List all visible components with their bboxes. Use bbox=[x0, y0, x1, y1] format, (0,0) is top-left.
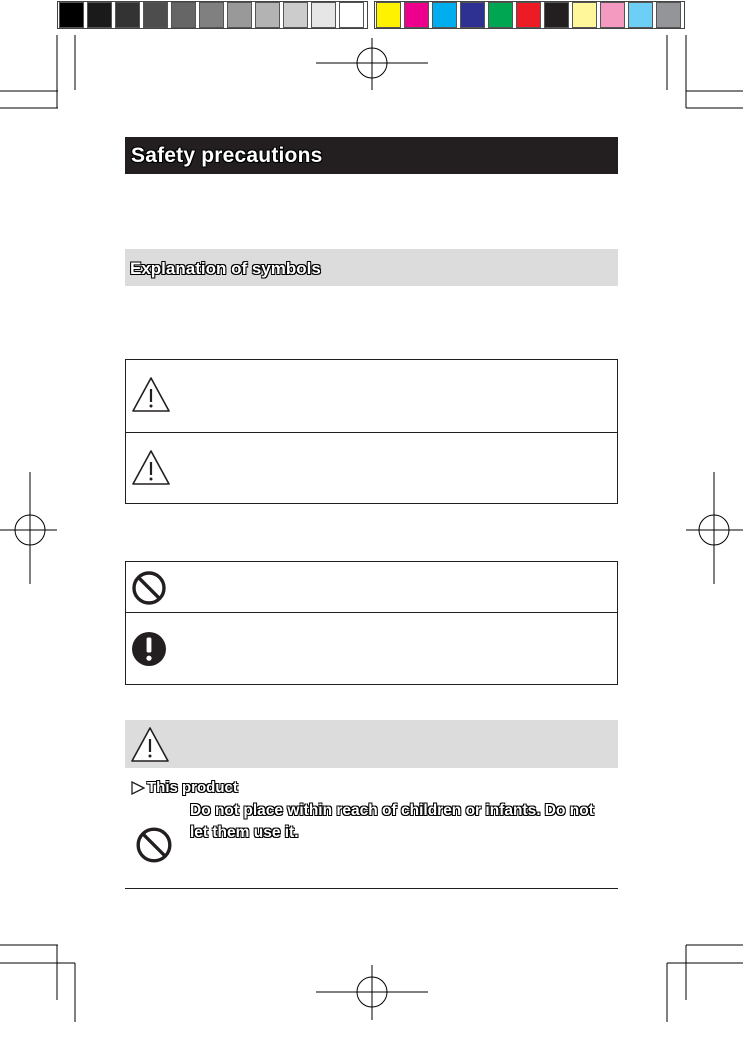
warning-heading-bar bbox=[125, 720, 618, 768]
caution-triangle-icon bbox=[131, 449, 171, 487]
mandatory-icon bbox=[131, 631, 167, 667]
symbols-heading-bar bbox=[125, 249, 618, 286]
registration-target-icon bbox=[316, 38, 428, 90]
registration-target-icon bbox=[0, 472, 57, 584]
page-title-bar bbox=[125, 137, 618, 174]
severity-row-caution bbox=[126, 433, 617, 503]
symbols-heading: Explanation of symbols bbox=[130, 259, 321, 278]
prohibition-icon bbox=[131, 570, 167, 606]
subsection-label: This product bbox=[147, 779, 238, 796]
page-title: Safety precautions bbox=[131, 144, 323, 167]
warning-triangle-icon bbox=[131, 376, 171, 414]
severity-table bbox=[125, 359, 618, 504]
action-row-prohibited bbox=[126, 562, 617, 613]
prohibition-icon bbox=[135, 826, 173, 864]
registration-target-icon bbox=[316, 965, 428, 1020]
section-divider bbox=[125, 888, 618, 889]
triangle-bullet-icon bbox=[131, 781, 145, 795]
warning-item-text: Do not place within reach of children or infants. Do not let them use it. bbox=[190, 802, 594, 841]
registration-target-icon bbox=[686, 472, 743, 584]
warning-triangle-icon bbox=[130, 726, 170, 764]
action-symbol-table bbox=[125, 561, 618, 685]
action-row-mandatory bbox=[126, 613, 617, 684]
severity-row-warning bbox=[126, 360, 617, 433]
